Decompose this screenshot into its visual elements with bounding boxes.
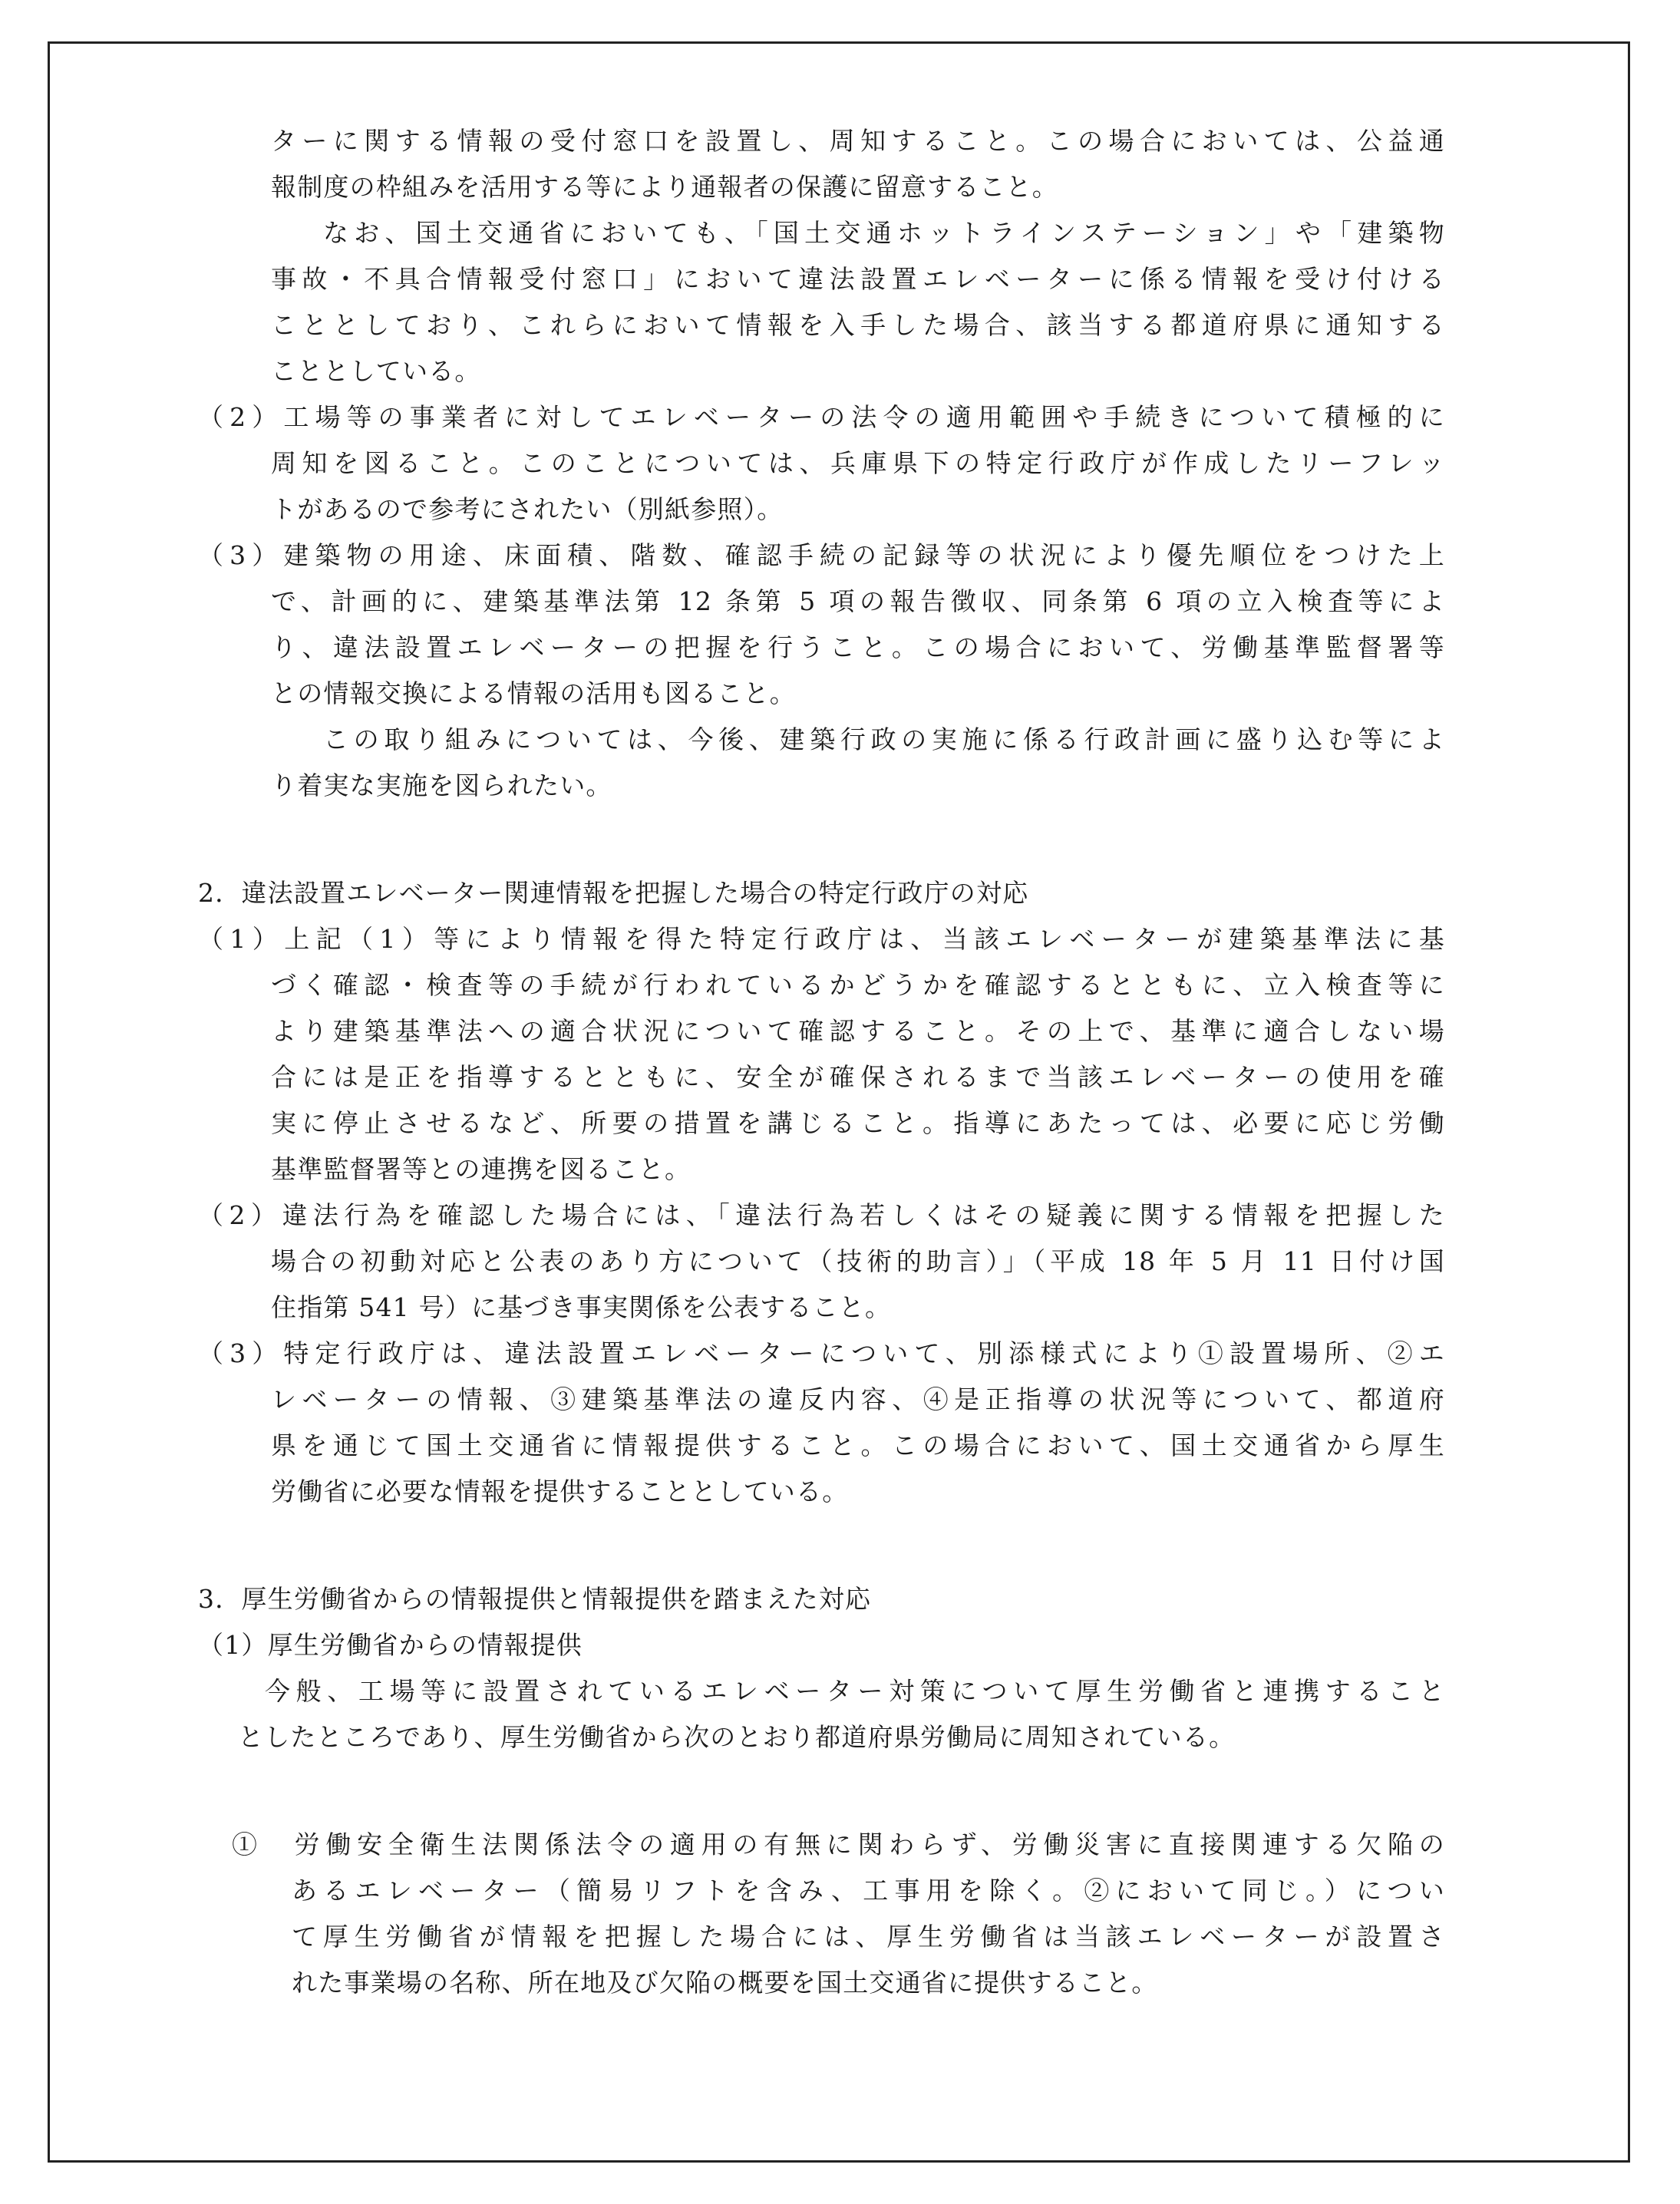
text-line: との情報交換による情報の活用も図ること。 xyxy=(271,678,796,708)
text-line: 住指第 541 号）に基づき事実関係を公表すること。 xyxy=(271,1292,892,1322)
section-heading: 2．違法設置エレベーター関連情報を把握した場合の特定行政庁の対応 xyxy=(198,878,1029,908)
text-line: 県を通じて国土交通省に情報提供すること。この場合において、国土交通省から厚生 xyxy=(271,1430,1445,1460)
section-heading: 3．厚生労働省からの情報提供と情報提供を踏まえた対応 xyxy=(198,1584,872,1614)
text-line: 実に停止させるなど、所要の措置を講じること。指導にあたっては、必要に応じ労働 xyxy=(271,1108,1445,1138)
text-line: 周知を図ること。このことについては、兵庫県下の特定行政庁が作成したリーフレッ xyxy=(271,448,1445,478)
text-line: り着実な実施を図られたい。 xyxy=(271,770,612,800)
text-line: 基準監督署等との連携を図ること。 xyxy=(271,1154,691,1184)
text-line: あるエレベーター（簡易リフトを含み、工事用を除く。②において同じ。）につい xyxy=(292,1876,1445,1905)
text-line: 事故・不具合情報受付窓口」において違法設置エレベーターに係る情報を受け付ける xyxy=(271,264,1445,294)
text-line: としたところであり、厚生労働省から次のとおり都道府県労働局に周知されている。 xyxy=(238,1722,1236,1752)
text-line: 今般、工場等に設置されているエレベーター対策について厚生労働省と連携すること xyxy=(265,1676,1445,1706)
item-heading-line: （1）上記（1）等により情報を得た特定行政庁は、当該エレベーターが建築基準法に基 xyxy=(198,924,1445,954)
text-line: レベーターの情報、③建築基準法の違反内容、④是正指導の状況等について、都道府 xyxy=(271,1384,1445,1414)
text-line: なお、国土交通省においても、「国土交通ホットラインステーション」や「建築物 xyxy=(323,218,1445,248)
text-line: で、計画的に、建築基準法第 12 条第 5 項の報告徴収、同条第 6 項の立入検査等によ xyxy=(271,586,1445,616)
text-line: 労働省に必要な情報を提供することとしている。 xyxy=(271,1476,849,1506)
item-heading-line: （2）違法行為を確認した場合には、「違法行為若しくはその疑義に関する情報を把握した xyxy=(198,1200,1445,1230)
text-line: づく確認・検査等の手続が行われているかどうかを確認するとともに、立入検査等に xyxy=(271,970,1445,1000)
text-line: 合には是正を指導するとともに、安全が確保されるまで当該エレベーターの使用を確 xyxy=(271,1062,1445,1092)
text-line: この取り組みについては、今後、建築行政の実施に係る行政計画に盛り込む等によ xyxy=(323,724,1445,754)
item-heading-line: （2）工場等の事業者に対してエレベーターの法令の適用範囲や手続きについて積極的に xyxy=(198,402,1445,432)
text-line: 場合の初動対応と公表のあり方について（技術的助言）」（平成 18 年 5 月 11 日付け国 xyxy=(271,1246,1445,1276)
text-line: り、違法設置エレベーターの把握を行うこと。この場合において、労働基準監督署等 xyxy=(271,632,1445,662)
item-heading-line: （1）厚生労働省からの情報提供 xyxy=(198,1630,583,1660)
text-line: トがあるので参考にされたい（別紙参照）。 xyxy=(271,494,784,524)
text-line: 報制度の枠組みを活用する等により通報者の保護に留意すること。 xyxy=(271,172,1058,202)
item-heading-line: （3）特定行政庁は、違法設置エレベーターについて、別添様式により①設置場所、②エ xyxy=(198,1338,1445,1368)
text-line: て厚生労働省が情報を把握した場合には、厚生労働省は当該エレベーターが設置さ xyxy=(292,1922,1445,1952)
text-line: ターに関する情報の受付窓口を設置し、周知すること。この場合においては、公益通 xyxy=(271,126,1445,156)
text-line: より建築基準法への適合状況について確認すること。その上で、基準に適合しない場 xyxy=(271,1016,1445,1046)
text-line: こととしており、これらにおいて情報を入手した場合、該当する都道府県に通知する xyxy=(271,310,1445,340)
text-line: れた事業場の名称、所在地及び欠陥の概要を国土交通省に提供すること。 xyxy=(292,1968,1158,1998)
list-item-line: ① 労働安全衛生法関係法令の適用の有無に関わらず、労働災害に直接関連する欠陥の xyxy=(232,1830,1445,1859)
text-line: こととしている。 xyxy=(271,356,481,386)
item-heading-line: （3）建築物の用途、床面積、階数、確認手続の記録等の状況により優先順位をつけた上 xyxy=(198,540,1445,570)
